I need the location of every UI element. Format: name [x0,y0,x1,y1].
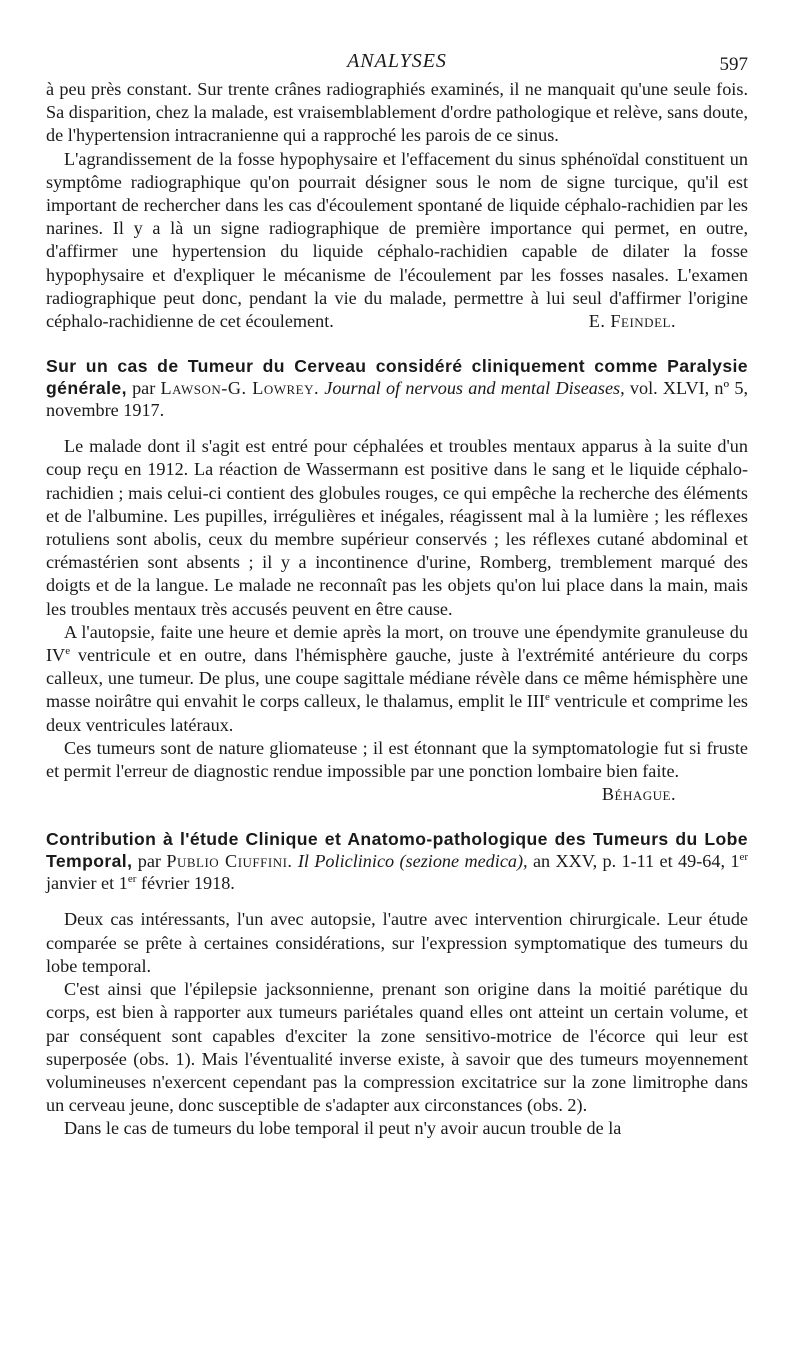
journal-name: Journal of nervous and mental Diseases, [324,378,625,399]
running-head [46,48,748,78]
paragraph-text: ventricule et comprime les deux ventricules latéraux. [46,691,748,735]
superscript: e [65,645,71,657]
article-review [46,828,748,1140]
running-title: ANALYSES [347,50,447,72]
superscript: er [127,873,137,886]
article-continuation [46,78,748,333]
paragraph [46,621,748,737]
by-word: par [137,851,161,872]
by-word: par [132,378,156,399]
article-heading [46,828,748,894]
paragraph [46,737,748,805]
paragraph [46,148,748,334]
signature: Béhague. [601,784,676,805]
paragraph: Deux cas intéressants, l'un avec autopsie, l'autre avec intervention chirurgicale. Leur étude comparée se prête à certaines considérations, sur l'expression symptomatique des tumeurs du lobe temporal. [46,909,748,976]
details-text: février 1918. [136,873,235,894]
author-name: Lawson-G. Lowrey. [160,378,320,399]
paragraph-text: Ces tumeurs sont de nature gliomateuse ; il est étonnant que la symptomatologie fut si fruste et permit l'erreur de diagnostic rendue impossible par une ponction lombaire bien faite. [46,737,748,782]
author-name: Publio Ciuffini. [166,851,293,872]
details-text: janvier et 1 [46,873,128,894]
paragraph: à peu près constant. Sur trente crânes radiographiés examinés, il ne manquait qu'une seule fois. Sa disparition, chez la malade, est vraisemblablement d'ordre pathologique et relève, sans doute, de l'hypertension intracranienne qui a rapproché les parois de ce sinus. [46,79,748,146]
signature: E. Feindel. [588,311,676,332]
page-number: 597 [719,54,748,75]
article-heading [46,355,748,421]
paragraph-text: L'agrandissement de la fosse hypophysaire et l'effacement du sinus sphénoïdal constituent un symptôme radiographique qu'on pourrait désigner sous le nom de signe turcique, qu'il est important de rechercher dans les cas d'écoulement spontané de liquide céphalo-rachidien par les narines. Il y a là un signe radiographique de première importance qui permet, en outre, d'affirmer une hypertension du liquide céphalo-rachidien capable de dilater la fosse hypophysaire et d'expliquer le mécanisme de l'écoulement par les fosses nasales. L'examen radiographique peut donc, pendant la vie du malade, permettre à lui seul d'affirmer l'origine céphalo-rachidienne de cet écoulement. [46,148,748,332]
superscript: er [739,851,749,864]
journal-name: Il Policlinico (sezione medica), [297,851,528,872]
paragraph: Dans le cas de tumeurs du lobe temporal il peut n'y avoir aucun trouble de la [64,1118,622,1139]
article-review [46,355,748,806]
article-title: Contribution à l'étude Clinique et Anatomo-pathologique des Tumeurs du Lobe Temporal, [46,829,748,872]
paragraph: C'est ainsi que l'épilepsie jacksonnienne, prenant son origine dans la moitié parétique du corps, est bien à rapporter aux tumeurs pariétales quand elles ont atteint un certain volume, et par conséquent sont capables d'exciter la zone sensitivo-motrice de l'écorce qui leur est superposée (obs. 1). Mais l'éventualité inverse existe, à savoir que des tumeurs moyennement volumineuses n'exercent cependant pas la compression excitatrice sur la zone limitrophe dans un cerveau jeune, donc susceptible de s'adapter aux circonstances (obs. 2). [46,979,748,1116]
details-text: an XXV, p. 1-11 et 49-64, 1 [532,851,740,872]
paragraph: Le malade dont il s'agit est entré pour céphalées et troubles mentaux apparus à la suite d'un coup reçu en 1912. La réaction de Wassermann est positive dans le sang et le liquide céphalo-rachidien ; mais celui-ci contient des globules rouges, ce qui empêche la recherche des éléments et de l'albumine. Les pupilles, irrégulières et inégales, réagissent mal à la lumière ; les réflexes rotuliens sont abolis, ceux du membre supérieur conservés ; les réflexes cutané abdominal et crémastérien sont absents ; il y a incontinence d'urine, Romberg, tremblement marqué des doigts et de la langue. Le malade ne reconnaît pas les objets qu'on lui place dans la main, mais les troubles mentaux très accusés peuvent en être cause. [46,436,748,619]
paragraph-text: A l'autopsie, faite une heure et demie après la mort, on trouve une épendymite granuleuse du IV [46,621,748,666]
publication-details: vol. XLVI, nº 5, novembre 1917. [46,378,748,421]
superscript: e [544,691,550,704]
paragraph-text: ventricule et en outre, dans l'hémisphère gauche, juste à l'extrémité antérieure du corps calleux, une tumeur. De plus, une coupe sagittale médiane révèle dans ce même hémisphère une masse noirâtre qui envahit le corps calleux, le thalamus, emplit le III [46,645,748,712]
article-title: Sur un cas de Tumeur du Cerveau considéré cliniquement comme Paralysie générale, [46,356,748,399]
